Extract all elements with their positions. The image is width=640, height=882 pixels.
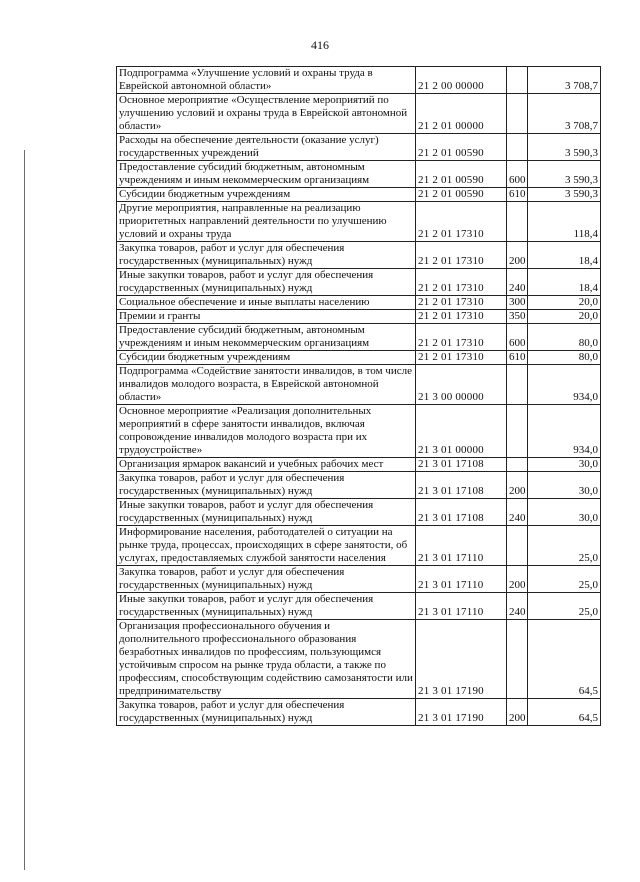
row-expense-type	[507, 365, 528, 405]
row-name: Премии и гранты	[117, 310, 416, 324]
row-amount: 30,0	[528, 472, 601, 499]
row-expense-type	[507, 526, 528, 566]
row-amount: 25,0	[528, 566, 601, 593]
row-code: 21 3 01 17110	[416, 593, 507, 620]
row-expense-type	[507, 67, 528, 94]
row-code: 21 2 01 17310	[416, 269, 507, 296]
row-name: Подпрограмма «Улучшение условий и охраны труда в Еврейской автономной области»	[117, 67, 416, 94]
row-amount: 3 590,3	[528, 188, 601, 202]
row-code: 21 3 01 17108	[416, 472, 507, 499]
row-code: 21 3 01 17108	[416, 458, 507, 472]
budget-table	[116, 66, 601, 726]
row-expense-type: 200	[507, 699, 528, 726]
table-row	[117, 94, 601, 134]
row-amount: 18,4	[528, 269, 601, 296]
row-name: Предоставление субсидий бюджетным, автономным учреждениям и иным некоммерческим организациям	[117, 161, 416, 188]
row-expense-type: 200	[507, 566, 528, 593]
row-code: 21 2 01 00590	[416, 134, 507, 161]
table-row	[117, 593, 601, 620]
table-row	[117, 161, 601, 188]
margin-rule	[24, 150, 25, 870]
row-code: 21 2 01 17310	[416, 310, 507, 324]
row-expense-type: 610	[507, 351, 528, 365]
table-row	[117, 699, 601, 726]
row-code: 21 3 01 17190	[416, 699, 507, 726]
row-expense-type	[507, 620, 528, 699]
table-row	[117, 269, 601, 296]
row-amount: 3 590,3	[528, 161, 601, 188]
row-amount: 3 708,7	[528, 94, 601, 134]
row-amount: 80,0	[528, 351, 601, 365]
row-amount: 25,0	[528, 593, 601, 620]
row-amount: 80,0	[528, 324, 601, 351]
row-expense-type: 200	[507, 242, 528, 269]
row-name: Предоставление субсидий бюджетным, автономным учреждениям и иным некоммерческим организациям	[117, 324, 416, 351]
table-row	[117, 310, 601, 324]
row-expense-type: 600	[507, 324, 528, 351]
row-name: Закупка товаров, работ и услуг для обеспечения государственных (муниципальных) нужд	[117, 566, 416, 593]
row-amount: 30,0	[528, 458, 601, 472]
row-amount: 934,0	[528, 405, 601, 458]
row-name: Иные закупки товаров, работ и услуг для обеспечения государственных (муниципальных) нужд	[117, 269, 416, 296]
row-expense-type	[507, 134, 528, 161]
table-row	[117, 188, 601, 202]
row-expense-type: 240	[507, 269, 528, 296]
row-name: Другие мероприятия, направленные на реализацию приоритетных направлений деятельности по улучшению условий и охраны труда	[117, 202, 416, 242]
row-name: Основное мероприятие «Осуществление мероприятий по улучшению условий и охраны труда в Еврейской автономной области»	[117, 94, 416, 134]
table-row	[117, 526, 601, 566]
row-code: 21 3 00 00000	[416, 365, 507, 405]
row-code: 21 2 01 17310	[416, 202, 507, 242]
row-code: 21 2 01 00590	[416, 188, 507, 202]
row-name: Субсидии бюджетным учреждениям	[117, 188, 416, 202]
row-expense-type: 600	[507, 161, 528, 188]
table-row	[117, 620, 601, 699]
row-code: 21 2 00 00000	[416, 67, 507, 94]
row-code: 21 2 01 00000	[416, 94, 507, 134]
row-amount: 18,4	[528, 242, 601, 269]
row-code: 21 3 01 17110	[416, 526, 507, 566]
row-code: 21 2 01 17310	[416, 351, 507, 365]
table-row	[117, 351, 601, 365]
row-amount: 118,4	[528, 202, 601, 242]
row-code: 21 2 01 17310	[416, 296, 507, 310]
row-name: Организация профессионального обучения и дополнительного профессионального образования безработных инвалидов по профессиям, пользующимся устойчивым спросом на рынке труда области, а также по профессиям, способствующим содействию самозанятости или предпринимательству	[117, 620, 416, 699]
row-code: 21 2 01 00590	[416, 161, 507, 188]
row-expense-type: 240	[507, 593, 528, 620]
row-code: 21 2 01 17310	[416, 324, 507, 351]
row-name: Закупка товаров, работ и услуг для обеспечения государственных (муниципальных) нужд	[117, 699, 416, 726]
row-code: 21 3 01 00000	[416, 405, 507, 458]
row-name: Организация ярмарок вакансий и учебных рабочих мест	[117, 458, 416, 472]
row-code: 21 3 01 17108	[416, 499, 507, 526]
row-name: Социальное обеспечение и иные выплаты населению	[117, 296, 416, 310]
table-row	[117, 242, 601, 269]
row-name: Подпрограмма «Содействие занятости инвалидов, в том числе инвалидов молодого возраста, в Еврейской автономной области»	[117, 365, 416, 405]
row-name: Иные закупки товаров, работ и услуг для обеспечения государственных (муниципальных) нужд	[117, 499, 416, 526]
row-name: Расходы на обеспечение деятельности (оказание услуг) государственных учреждений	[117, 134, 416, 161]
row-name: Субсидии бюджетным учреждениям	[117, 351, 416, 365]
row-amount: 20,0	[528, 310, 601, 324]
table-row	[117, 472, 601, 499]
row-name: Закупка товаров, работ и услуг для обеспечения государственных (муниципальных) нужд	[117, 242, 416, 269]
row-expense-type: 240	[507, 499, 528, 526]
table-row	[117, 202, 601, 242]
row-amount: 30,0	[528, 499, 601, 526]
row-expense-type: 350	[507, 310, 528, 324]
table-row	[117, 134, 601, 161]
row-amount: 64,5	[528, 699, 601, 726]
table-row	[117, 67, 601, 94]
row-expense-type	[507, 405, 528, 458]
row-code: 21 3 01 17190	[416, 620, 507, 699]
row-code: 21 3 01 17110	[416, 566, 507, 593]
table-row	[117, 458, 601, 472]
table-row	[117, 405, 601, 458]
row-expense-type	[507, 94, 528, 134]
table-row	[117, 566, 601, 593]
table-row	[117, 499, 601, 526]
row-name: Закупка товаров, работ и услуг для обеспечения государственных (муниципальных) нужд	[117, 472, 416, 499]
row-expense-type: 300	[507, 296, 528, 310]
row-name: Информирование населения, работодателей о ситуации на рынке труда, процессах, происходящих в сфере занятости, об услугах, предоставляемых службой занятости населения	[117, 526, 416, 566]
row-amount: 64,5	[528, 620, 601, 699]
row-code: 21 2 01 17310	[416, 242, 507, 269]
row-amount: 3 590,3	[528, 134, 601, 161]
table-row	[117, 365, 601, 405]
row-name: Основное мероприятие «Реализация дополнительных мероприятий в сфере занятости инвалидов, включая сопровождение инвалидов молодого возраста при их трудоустройстве»	[117, 405, 416, 458]
table-row	[117, 324, 601, 351]
table-row	[117, 296, 601, 310]
row-name: Иные закупки товаров, работ и услуг для обеспечения государственных (муниципальных) нужд	[117, 593, 416, 620]
row-amount: 934,0	[528, 365, 601, 405]
row-expense-type	[507, 458, 528, 472]
page-number: 416	[311, 38, 329, 52]
row-amount: 25,0	[528, 526, 601, 566]
row-amount: 3 708,7	[528, 67, 601, 94]
row-expense-type	[507, 202, 528, 242]
row-expense-type: 200	[507, 472, 528, 499]
row-amount: 20,0	[528, 296, 601, 310]
row-expense-type: 610	[507, 188, 528, 202]
